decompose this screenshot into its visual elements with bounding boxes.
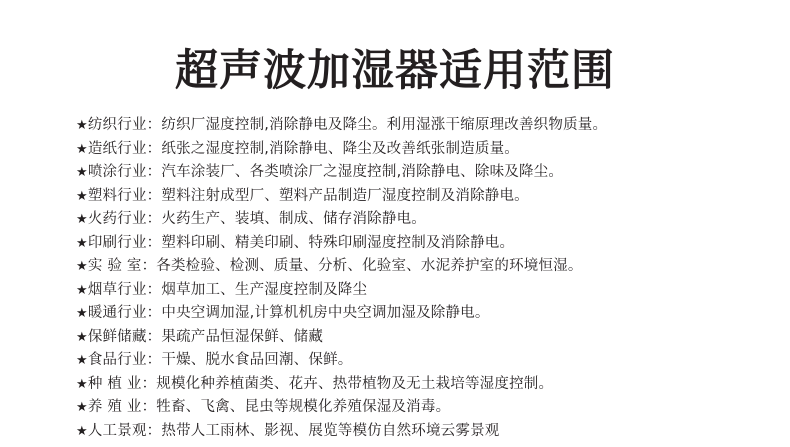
application-scope-list [0,118,790,447]
list-item [76,118,790,142]
list-item-separator: ： [146,187,162,204]
star-bullet-icon: ★ [76,329,88,345]
list-item-term: 养 殖 业 [87,399,142,416]
list-item-desc: 干燥、脱水食品回潮、保鲜。 [161,352,353,369]
star-bullet-icon: ★ [76,423,88,439]
list-item-separator: ： [146,234,162,251]
list-item-desc: 规模化种养植菌类、花卉、热带植物及无土栽培等湿度控制。 [156,375,554,392]
list-item-desc: 各类检验、检测、质量、分析、化验室、水泥养护室的环境恒湿。 [156,258,583,275]
list-item-term: 食品行业 [87,352,147,369]
star-bullet-icon: ★ [76,188,88,204]
list-item-desc: 汽车涂装厂、各类喷涂厂之湿度控制,消除静电、除味及降尘。 [161,164,564,181]
list-item [76,400,790,424]
list-item-term: 塑料行业 [87,187,147,204]
list-item-separator: ： [146,328,162,345]
star-bullet-icon: ★ [76,141,88,157]
list-item [76,142,790,166]
list-item-term: 印刷行业 [87,234,147,251]
star-bullet-icon: ★ [76,118,88,134]
list-item-term: 火药行业 [87,211,147,228]
list-item-term: 种 植 业 [87,375,142,392]
list-item-desc: 火药生产、装填、制成、储存消除静电。 [161,211,426,228]
list-item [76,259,790,283]
list-item [76,165,790,189]
star-bullet-icon: ★ [76,400,88,416]
star-bullet-icon: ★ [76,282,88,298]
list-item-term: 烟草行业 [87,281,147,298]
list-item-desc: 牲畜、飞禽、昆虫等规模化养殖保湿及消毒。 [156,399,451,416]
list-item-desc: 塑料印刷、精美印刷、特殊印刷湿度控制及消除静电。 [161,234,515,251]
list-item [76,353,790,377]
list-item-desc: 果疏产品恒湿保鲜、储藏 [161,328,324,345]
list-item-desc: 中央空调加湿,计算机机房中央空调加湿及除静电。 [161,305,490,322]
list-item-separator: ： [146,281,162,298]
list-item-term: 造纸行业 [87,140,147,157]
star-bullet-icon: ★ [76,353,88,369]
star-bullet-icon: ★ [76,165,88,181]
star-bullet-icon: ★ [76,235,88,251]
list-item [76,330,790,354]
list-item-separator: ： [146,352,162,369]
star-bullet-icon: ★ [76,306,88,322]
star-bullet-icon: ★ [76,259,88,275]
star-bullet-icon: ★ [76,212,88,228]
page-title: 超声波加湿器适用范围 [175,46,615,96]
list-item-separator: ： [146,140,162,157]
list-item-separator: ： [146,211,162,228]
list-item [76,236,790,260]
star-bullet-icon: ★ [76,376,88,392]
list-item [76,283,790,307]
list-item [76,424,790,447]
list-item-desc: 烟草加工、生产湿度控制及降尘 [161,281,368,298]
list-item-separator: ： [146,422,162,439]
list-item [76,377,790,401]
list-item-desc: 纸张之湿度控制,消除静电、降尘及改善纸张制造质量。 [161,140,519,157]
list-item-separator: ： [141,375,157,392]
list-item [76,306,790,330]
list-item-desc: 热带人工雨林、影视、展览等模仿自然环境云雾景观 [161,422,500,439]
list-item-term: 保鲜储藏 [87,328,147,345]
list-item-separator: ： [141,258,157,275]
list-item [76,212,790,236]
list-item-term: 喷涂行业 [87,164,147,181]
list-item-separator: ： [146,305,162,322]
list-item-separator: ： [141,399,157,416]
list-item-term: 暖通行业 [87,305,147,322]
list-item-separator: ： [146,164,162,181]
list-item-term: 纺织行业 [87,117,147,134]
list-item-separator: ： [146,117,162,134]
list-item-term: 人工景观 [87,422,147,439]
list-item-desc: 塑料注射成型厂、塑料产品制造厂湿度控制及消除静电。 [161,187,529,204]
list-item [76,189,790,213]
list-item-term: 实 验 室 [87,258,142,275]
list-item-desc: 纺织厂湿度控制,消除静电及降尘。利用湿涨干缩原理改善织物质量。 [161,117,608,134]
